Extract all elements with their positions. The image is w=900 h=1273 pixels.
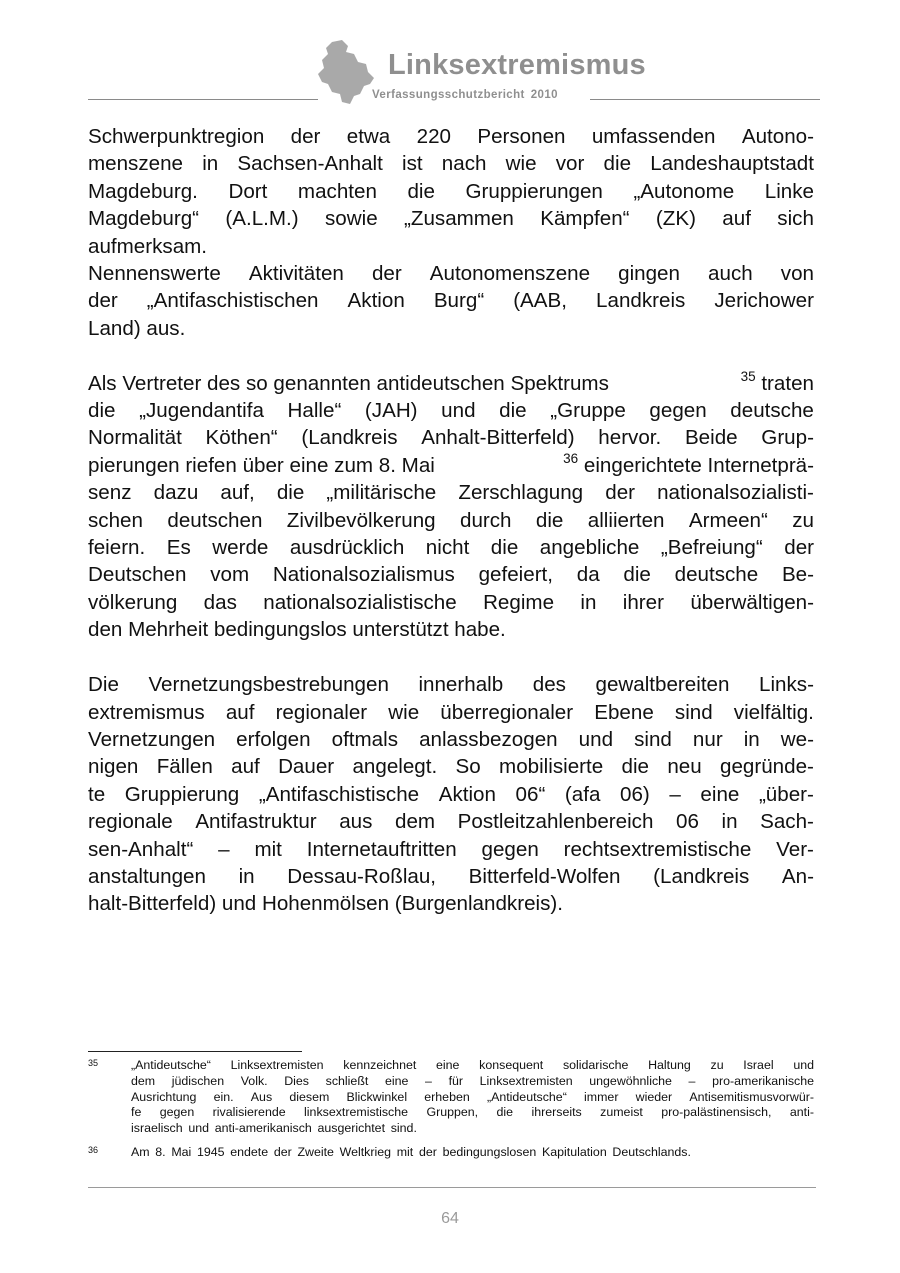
word: Dies <box>284 1073 310 1088</box>
word: des <box>532 673 566 697</box>
footnote-line <box>131 1121 814 1137</box>
word: ungewöhnliche <box>589 1073 672 1088</box>
word: Bitterfeld-Wolfen <box>468 864 621 888</box>
word: anti-amerikanisch <box>214 1121 312 1136</box>
word: mit <box>396 1145 414 1159</box>
word: dem <box>395 810 436 834</box>
text-line <box>88 315 814 342</box>
text-line <box>88 616 814 643</box>
word: Magdeburg“ <box>88 207 200 231</box>
header-subtitle-text: Verfassungsschutzbericht <box>372 89 525 101</box>
word: nationalsozialisti- <box>657 481 814 505</box>
text-segment: pierungen riefen über eine zum 8. Mai <box>88 453 435 477</box>
word: zu <box>710 1058 724 1072</box>
word: bedingungslosen <box>442 1145 537 1159</box>
word: sind <box>674 700 713 724</box>
word: machten <box>297 179 377 203</box>
word: erheben <box>424 1089 470 1104</box>
word: der <box>371 262 402 286</box>
word: (ZK) <box>655 207 696 231</box>
footnote-ref-and-text <box>741 370 814 397</box>
text-line <box>88 836 814 863</box>
word: Ebene <box>594 700 654 724</box>
text-line <box>88 123 814 150</box>
footnote-body <box>131 1145 814 1161</box>
word: ist <box>402 152 423 176</box>
word: „Zusammen <box>404 207 514 231</box>
word: „Antifaschistischen <box>146 289 319 313</box>
footnote-line <box>131 1105 814 1121</box>
word: bedingungslos <box>213 618 347 642</box>
text-line <box>88 753 814 780</box>
word: Vernetzungen <box>88 727 216 751</box>
word: Gruppen, <box>426 1105 479 1120</box>
word: 8. <box>155 1145 166 1159</box>
word: 220 <box>416 125 451 148</box>
word: der <box>273 1145 292 1159</box>
word: mit <box>254 837 282 861</box>
word: überregionaler <box>440 700 574 724</box>
word: fe <box>131 1105 142 1120</box>
word: die <box>88 399 116 423</box>
word: hervor. <box>598 426 662 450</box>
word: anstaltungen <box>88 864 206 888</box>
word: aus <box>339 810 373 834</box>
word: „Befreiung“ <box>660 536 763 560</box>
header-rule-left <box>88 99 318 100</box>
text-line <box>88 561 814 588</box>
word: Zweite <box>297 1145 334 1159</box>
word: und <box>793 1058 814 1072</box>
word: unterstützt <box>352 618 449 642</box>
word: vor <box>555 152 585 176</box>
word: „Antifaschistische <box>258 782 420 806</box>
word: auf <box>231 755 260 779</box>
header-title: Linksextremismus <box>388 49 646 81</box>
word: Kapitulation <box>541 1145 607 1159</box>
word: Mehrheit <box>128 618 209 642</box>
word: Land) <box>88 316 141 340</box>
text-segment: Als Vertreter des so genannten antideutschen Spektrums <box>88 371 609 395</box>
word: ihrer <box>622 590 664 614</box>
word: senz <box>88 481 132 505</box>
word: neu <box>667 755 702 779</box>
word: diesem <box>289 1089 330 1104</box>
word: wieder <box>635 1089 673 1104</box>
word: regionale <box>88 810 173 834</box>
paragraph-1 <box>88 123 814 260</box>
word: Fällen <box>156 755 213 779</box>
text-line <box>88 589 814 616</box>
word: halt-Bitterfeld) <box>88 892 217 916</box>
word: Israel <box>743 1058 774 1072</box>
word: wie <box>505 152 537 176</box>
word: sen-Anhalt“ <box>88 837 194 861</box>
word: linksextremistische <box>304 1105 409 1120</box>
word: Mai <box>171 1145 192 1159</box>
word: innerhalb <box>418 673 504 697</box>
footnote-line <box>131 1090 814 1106</box>
word: 06 <box>676 810 699 834</box>
word: die <box>621 755 649 779</box>
footnote-ref-36: 36 <box>563 451 579 466</box>
word: der <box>784 536 814 560</box>
word: Gruppierung <box>124 782 240 806</box>
word: Deutschlands. <box>612 1145 691 1159</box>
word: Kämpfen“ <box>540 207 630 231</box>
text-line <box>88 424 814 451</box>
word: Autonomenszene <box>429 262 591 286</box>
word: 06“ <box>515 782 546 806</box>
word: Nationalsozialismus <box>272 563 455 587</box>
word: pro-palästinensisch, <box>661 1105 772 1120</box>
word: Personen <box>477 125 566 148</box>
word: schen <box>88 508 143 532</box>
word: da <box>576 563 600 587</box>
word: überwältigen- <box>690 590 814 614</box>
word: nach <box>441 152 487 176</box>
text-line <box>88 150 814 177</box>
word: Linke <box>764 179 814 203</box>
text-line <box>88 260 814 287</box>
word: dazu <box>153 481 199 505</box>
text-line <box>88 178 814 205</box>
text-line <box>88 890 814 917</box>
word: Magdeburg. <box>88 179 198 203</box>
footnote-body <box>131 1058 814 1137</box>
word: feiern. <box>88 536 146 560</box>
word: gegründe- <box>720 755 814 779</box>
word: Internetauftritten <box>306 837 457 861</box>
footnote-number: 36 <box>88 1145 99 1155</box>
word: erfolgen <box>236 727 311 751</box>
word: dem <box>131 1073 156 1088</box>
word: in <box>721 810 738 834</box>
word: in <box>580 590 597 614</box>
word: der <box>88 289 118 313</box>
word: völkerung <box>88 590 178 614</box>
word: Antifastruktur <box>195 810 317 834</box>
word: Be- <box>781 563 814 587</box>
word: – <box>688 1073 696 1088</box>
word: nicht <box>425 536 470 560</box>
word: angebliche <box>539 536 640 560</box>
word: Blickwinkel <box>346 1089 408 1104</box>
word: „Antideutsche“ <box>486 1089 567 1104</box>
word: angelegt. <box>352 755 438 779</box>
word: „Antideutsche“ <box>131 1058 211 1072</box>
word: zu <box>792 508 814 532</box>
word: oftmals <box>331 727 399 751</box>
word: vom <box>210 563 250 587</box>
word: Zerschlagung <box>458 481 584 505</box>
text-line <box>88 507 814 534</box>
word: Anhalt-Bitterfeld) <box>421 426 575 450</box>
text-line-with-footnote-35 <box>88 370 814 397</box>
word: und <box>441 399 476 423</box>
word: Links- <box>759 673 814 697</box>
word: (A.L.M.) <box>225 207 299 231</box>
word: eine <box>700 782 740 806</box>
word: werde <box>212 536 269 560</box>
word: Landeshauptstadt <box>650 152 814 176</box>
word: Die <box>88 673 119 697</box>
word: nigen <box>88 755 139 779</box>
word: habe. <box>454 618 506 642</box>
word: (JAH) <box>364 399 418 423</box>
word: konsequent <box>479 1058 544 1072</box>
footer-rule <box>88 1187 816 1188</box>
text-line <box>88 781 814 808</box>
word: Dort <box>228 179 268 203</box>
word: nur <box>692 727 723 751</box>
word: Aktivitäten <box>248 262 344 286</box>
word: vielfältig. <box>733 700 814 724</box>
header-rule-right <box>590 99 820 100</box>
word: te <box>88 782 106 806</box>
word: wie <box>388 700 420 724</box>
footnote-line <box>131 1074 814 1090</box>
text-line <box>88 479 814 506</box>
word: ausgerichtet <box>317 1121 386 1136</box>
word: etwa <box>346 125 391 148</box>
word: – <box>669 782 681 806</box>
text-line <box>88 808 814 835</box>
text-line <box>88 671 814 698</box>
word: extremismus <box>88 700 205 724</box>
word: Jerichower <box>714 289 814 313</box>
word: aus. <box>146 316 186 340</box>
word: umfassenden <box>591 125 716 148</box>
word: „Jugendantifa <box>139 399 264 423</box>
sachsen-anhalt-map-icon <box>318 40 374 106</box>
word: anti- <box>789 1105 814 1120</box>
text-line <box>88 397 814 424</box>
word: und <box>188 1121 210 1136</box>
word: solidarische <box>562 1058 629 1072</box>
word: ein. <box>213 1089 234 1104</box>
word: Aus <box>250 1089 273 1104</box>
word: die <box>490 536 519 560</box>
word: Beide <box>684 426 738 450</box>
word: von <box>780 262 814 286</box>
word: Postleitzahlenbereich <box>457 810 654 834</box>
word: rivalisierende <box>212 1105 286 1120</box>
word: deutsche <box>730 399 814 423</box>
word: Köthen“ <box>205 426 278 450</box>
text-line <box>88 726 814 753</box>
footnote-line <box>131 1058 814 1074</box>
word: auf <box>722 207 751 231</box>
word: Autono- <box>741 125 814 148</box>
word: Aktion <box>347 289 405 313</box>
word: 06) <box>620 782 650 806</box>
text-line <box>88 699 814 726</box>
word: Grup- <box>761 426 814 450</box>
word: in <box>238 864 255 888</box>
text-segment: eingerichtete Internetprä- <box>583 453 814 477</box>
footnote-line <box>131 1145 814 1161</box>
word: die <box>535 508 564 532</box>
word: Vernetzungsbestrebungen <box>148 673 389 697</box>
word: Dessau-Roßlau, <box>287 864 437 888</box>
word: israelisch <box>131 1121 183 1136</box>
text-line <box>88 534 814 561</box>
text-segment: traten <box>761 371 814 395</box>
word: ihrerseits <box>531 1105 582 1120</box>
word: das <box>203 590 237 614</box>
text-line <box>88 863 814 890</box>
word: (afa <box>564 782 601 806</box>
paragraph-4 <box>88 671 814 918</box>
word: Landkreis <box>596 289 686 313</box>
paragraph-3 <box>88 370 814 644</box>
word: die <box>623 563 651 587</box>
word: – <box>218 837 230 861</box>
word: Antisemitismusvorwür- <box>689 1089 814 1104</box>
word: deutschen <box>167 508 263 532</box>
word: deutsche <box>674 563 759 587</box>
word: Weltkrieg <box>339 1145 392 1159</box>
word: Armeen“ <box>688 508 768 532</box>
word: der <box>290 125 321 148</box>
word: Ausrichtung <box>131 1089 197 1104</box>
word: Sach- <box>760 810 814 834</box>
word: Schwerpunktregion <box>88 125 265 148</box>
word: pro-amerikanische <box>712 1073 814 1088</box>
word: in <box>743 727 760 751</box>
footnote-ref-and-text <box>563 452 814 479</box>
word: und <box>578 727 614 751</box>
word: Zivilbevölkerung <box>286 508 436 532</box>
word: zumeist <box>600 1105 643 1120</box>
footnote-36 <box>88 1145 814 1161</box>
word: gegen <box>649 399 707 423</box>
word: sind <box>634 727 672 751</box>
word: sind. <box>390 1121 417 1136</box>
word: die <box>276 481 305 505</box>
word: So <box>455 755 481 779</box>
body-text <box>88 123 814 918</box>
word: auf <box>225 700 255 724</box>
word: (AAB, <box>513 289 567 313</box>
word: gegen <box>481 837 539 861</box>
word: 1945 <box>196 1145 225 1159</box>
word: nationalsozialistische <box>263 590 457 614</box>
word: die <box>496 1105 514 1120</box>
word: Linksextremisten <box>479 1073 573 1088</box>
word: Normalität <box>88 426 182 450</box>
word: immer <box>584 1089 619 1104</box>
word: kennzeichnet <box>343 1058 417 1072</box>
word: – <box>425 1073 432 1088</box>
word: Nennenswerte <box>88 262 221 286</box>
word: und <box>221 892 257 916</box>
word: eine <box>384 1073 409 1088</box>
word: in <box>202 152 219 176</box>
word: Dauer <box>278 755 335 779</box>
footnote-ref-35: 35 <box>740 368 756 384</box>
word: endete <box>230 1145 269 1159</box>
word: für <box>448 1073 464 1088</box>
word: die <box>407 179 435 203</box>
footnote-number: 35 <box>88 1058 99 1068</box>
word: we- <box>780 727 814 751</box>
text-line <box>88 233 814 260</box>
word: (Landkreis <box>653 864 750 888</box>
word: gingen <box>618 262 680 286</box>
word: den <box>88 618 123 642</box>
text-line <box>88 205 814 232</box>
word: Regime <box>483 590 555 614</box>
word: eine <box>436 1058 460 1072</box>
word: auch <box>708 262 753 286</box>
word: Aktion <box>438 782 496 806</box>
word: „Gruppe <box>550 399 626 423</box>
word: sich <box>777 207 814 231</box>
header-subtitle <box>372 89 558 101</box>
page-number: 64 <box>441 1210 459 1227</box>
word: anlassbezogen <box>419 727 558 751</box>
word: auf, <box>220 481 255 505</box>
word: mobilisierte <box>499 755 604 779</box>
word: schließt <box>325 1073 369 1088</box>
word: regionaler <box>275 700 368 724</box>
paragraph-2 <box>88 260 814 342</box>
word: rechtsextremistische <box>563 837 752 861</box>
footnote-separator <box>88 1051 302 1052</box>
word: Linksextremisten <box>230 1058 324 1072</box>
word: Haltung <box>648 1058 691 1072</box>
word: „militärische <box>326 481 437 505</box>
word: Ver- <box>776 837 814 861</box>
word: Halle“ <box>287 399 342 423</box>
footnote-35 <box>88 1058 814 1137</box>
word: gewaltbereiten <box>595 673 730 697</box>
word: Volk. <box>240 1073 268 1088</box>
word: Burg“ <box>433 289 485 313</box>
word: sowie <box>325 207 378 231</box>
word: (Landkreis <box>301 426 398 450</box>
word: „über- <box>758 782 814 806</box>
word: ausdrücklich <box>289 536 405 560</box>
word: (Burgenlandkreis). <box>394 892 563 916</box>
word: Es <box>166 536 191 560</box>
header-year: 2010 <box>530 89 558 101</box>
word: alliierten <box>587 508 665 532</box>
word: Am <box>131 1145 150 1159</box>
word: aufmerksam. <box>88 234 208 258</box>
word: durch <box>460 508 512 532</box>
word: An- <box>781 864 814 888</box>
word: Gruppierungen <box>465 179 603 203</box>
word: die <box>603 152 632 176</box>
word: gefeiert, <box>478 563 553 587</box>
word: Hohenmölsen <box>261 892 390 916</box>
word: jüdischen <box>171 1073 225 1088</box>
word: der <box>605 481 635 505</box>
word: der <box>418 1145 437 1159</box>
text-line <box>88 287 814 314</box>
word: menszene <box>88 152 184 176</box>
word: gegen <box>159 1105 195 1120</box>
word: Sachsen-Anhalt <box>237 152 383 176</box>
text-line-with-footnote-36 <box>88 452 814 479</box>
word: Deutschen <box>88 563 187 587</box>
word: „Autonome <box>633 179 735 203</box>
word: die <box>499 399 527 423</box>
